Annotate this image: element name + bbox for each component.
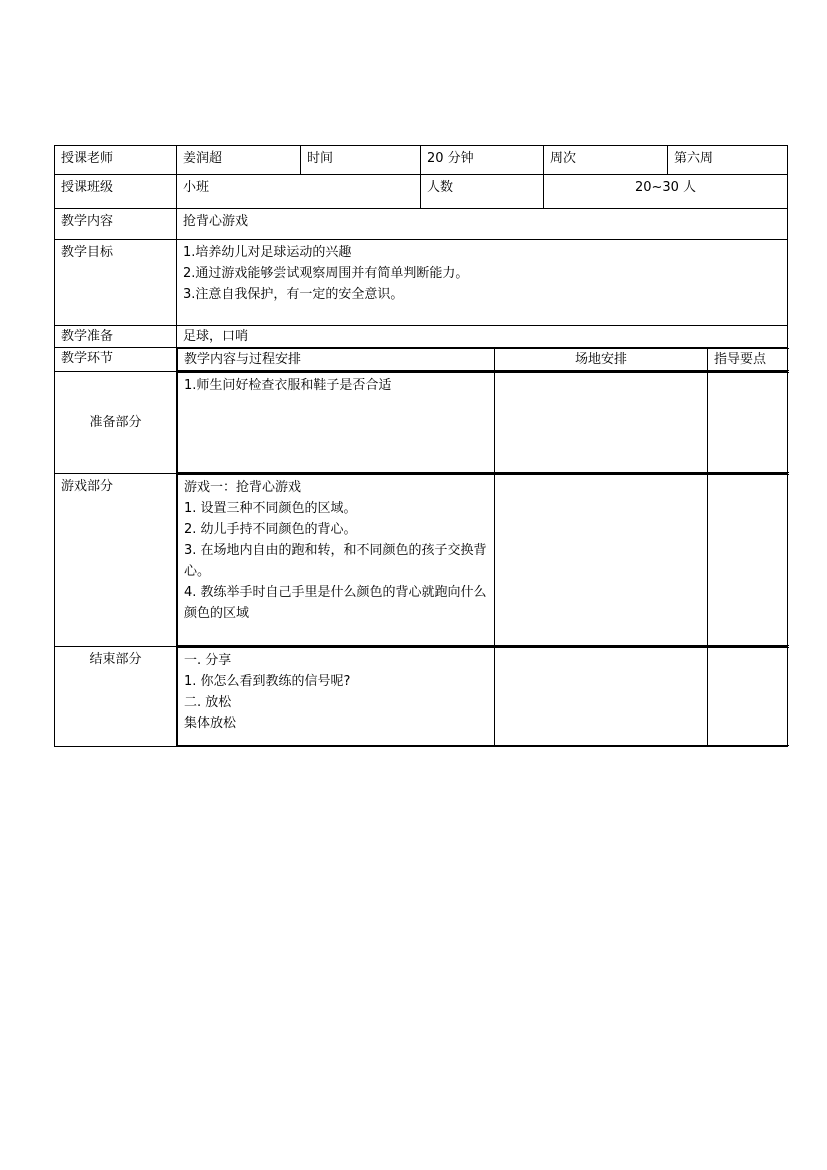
- section-process: [178, 373, 495, 473]
- content-label: 教学内容: [55, 209, 177, 240]
- prep-label: 教学准备: [55, 326, 177, 348]
- process-line: 1.师生问好检查衣服和鞋子是否合适: [184, 378, 392, 393]
- section-process: [178, 475, 495, 646]
- week-value: 第六周: [668, 146, 788, 175]
- section-stage: 游戏部分: [55, 474, 177, 647]
- process-line: 3. 在场地内自由的跑和转，和不同颜色的孩子交换背心。: [184, 543, 487, 579]
- teacher-value: 姜润超: [177, 146, 301, 175]
- section-venue: [495, 648, 708, 746]
- row-class: [55, 175, 788, 209]
- week-label: 周次: [544, 146, 668, 175]
- goal-label: 教学目标: [55, 240, 177, 326]
- goal-item: 3.注意自我保护，有一定的安全意识。: [183, 287, 404, 302]
- process-line: 4. 教练举手时自己手里是什么颜色的背心就跑向什么颜色的区域: [184, 585, 487, 621]
- time-value: 20 分钟: [421, 146, 544, 175]
- row-column-headers: [55, 348, 788, 372]
- class-label: 授课班级: [55, 175, 177, 209]
- process-line: 二. 放松: [184, 695, 232, 710]
- section-stage: 结束部分: [55, 647, 177, 747]
- process-line: 一. 分享: [184, 653, 232, 668]
- process-line: 2. 幼儿手持不同颜色的背心。: [184, 522, 357, 537]
- teacher-label: 授课老师: [55, 146, 177, 175]
- goal-list: [177, 240, 788, 326]
- prep-value: 足球，口哨: [177, 326, 788, 348]
- process-line: 集体放松: [184, 716, 237, 731]
- section-points: [708, 373, 789, 473]
- process-line: 1. 设置三种不同颜色的区域。: [184, 501, 357, 516]
- col-header-stage: 教学环节: [55, 348, 177, 372]
- count-label: 人数: [421, 175, 544, 209]
- class-value: 小班: [177, 175, 421, 209]
- process-line: 游戏一：抢背心游戏: [184, 480, 302, 495]
- section-points: [708, 648, 789, 746]
- row-goals: [55, 240, 788, 326]
- count-value: 20~30 人: [544, 175, 788, 209]
- goal-item: 1.培养幼儿对足球运动的兴趣: [183, 245, 352, 260]
- row-teacher: [55, 146, 788, 175]
- content-value: 抢背心游戏: [177, 209, 788, 240]
- row-content: [55, 209, 788, 240]
- section-points: [708, 475, 789, 646]
- row-section-prep: [55, 372, 788, 474]
- section-venue: [495, 373, 708, 473]
- section-stage: 准备部分: [55, 372, 177, 474]
- col-header-points: 指导要点: [708, 349, 789, 371]
- section-process: [178, 648, 495, 746]
- col-header-venue: 场地安排: [495, 349, 708, 371]
- process-line: 1. 你怎么看到教练的信号呢?: [184, 674, 351, 689]
- col-header-process: 教学内容与过程安排: [178, 349, 495, 371]
- row-section-end: [55, 647, 788, 747]
- row-section-game: [55, 474, 788, 647]
- time-label: 时间: [301, 146, 421, 175]
- section-venue: [495, 475, 708, 646]
- goal-item: 2.通过游戏能够尝试观察周围并有简单判断能力。: [183, 266, 469, 281]
- lesson-plan-table: [54, 145, 788, 747]
- row-prep: [55, 326, 788, 348]
